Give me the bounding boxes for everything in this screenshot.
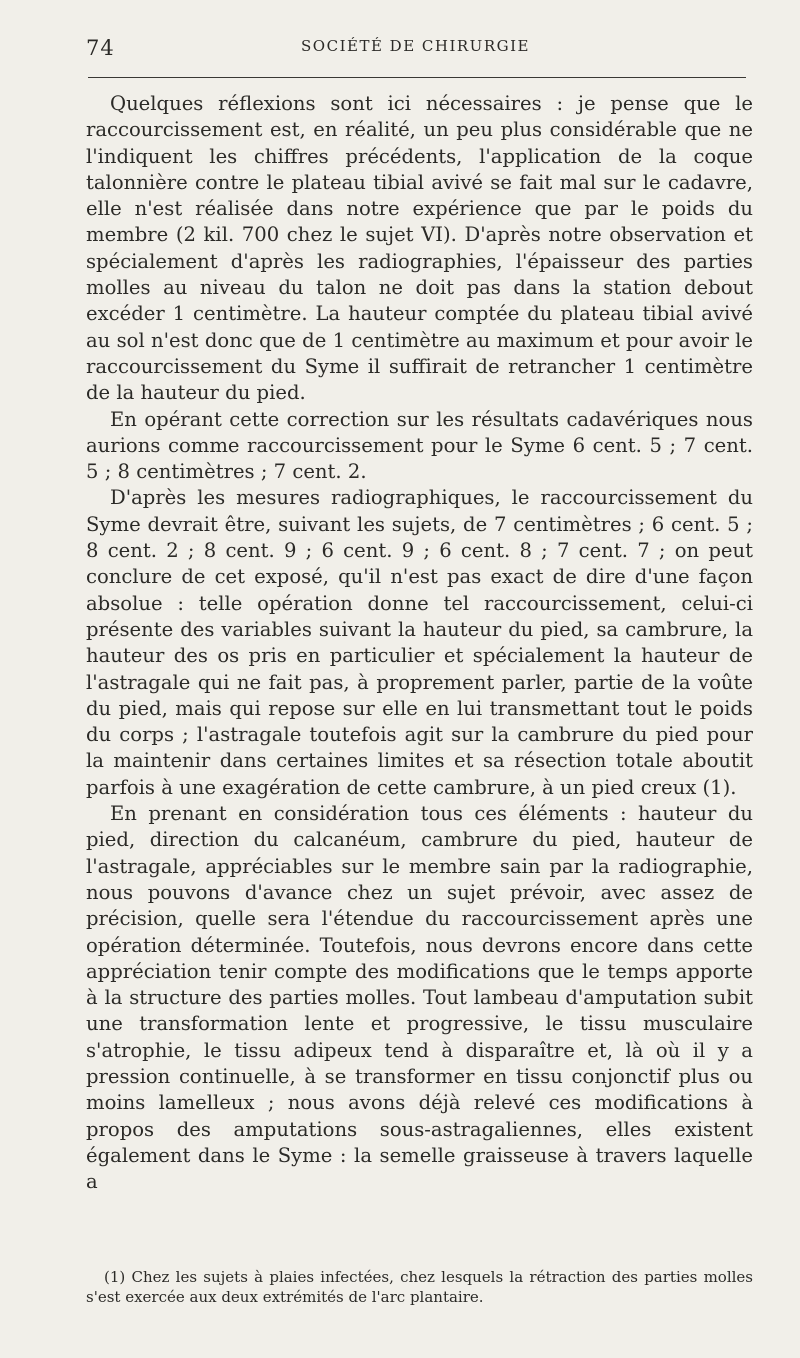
paragraph: En opérant cette correction sur les résultats cadavériques nous aurions comme raccourcissement pour le Syme 6 cent. 5 ; 7 cent. 5 ; 8 centimètres ; 7 cent. 2. (86, 407, 753, 484)
header-rule (88, 77, 746, 78)
page-number: 74 (86, 36, 115, 60)
footnote (86, 1267, 753, 1307)
running-head: SOCIÉTÉ DE CHIRURGIE (301, 37, 530, 55)
footnote-text: (1) Chez les sujets à plaies infectées, chez lesquels la rétraction des parties molles s'est exercée aux deux extrémités de l'arc plantaire. (86, 1268, 753, 1306)
body-text (86, 91, 753, 1195)
paragraph: Quelques réflexions sont ici nécessaires : je pense que le raccourcissement est, en réalité, un peu plus considérable que ne l'indiquent les chiffres précédents, l'application de la coque talonnière contre le plateau tibial avivé se fait mal sur le cadavre, elle n'est réalisée dans notre expérience que par le poids du membre (2 kil. 700 chez le sujet VI). D'après notre observation et spécialement d'après les radiographies, l'épaisseur des parties molles au niveau du talon ne doit pas dans la station debout excéder 1 centimètre. La hauteur comptée du plateau tibial avivé au sol n'est donc que de 1 centimètre au maximum et pour avoir le raccourcissement du Syme il suffirait de retrancher 1 centimètre de la hauteur du pied. (86, 92, 753, 405)
paragraph: D'après les mesures radiographiques, le raccourcissement du Syme devrait être, suivant les sujets, de 7 centimètres ; 6 cent. 5 ; 8 cent. 2 ; 8 cent. 9 ; 6 cent. 9 ; 6 cent. 8 ; 7 cent. 7 ; on peut conclure de cet exposé, qu'il n'est pas exact de dire d'une façon absolue : telle opération donne tel raccourcissement, celui-ci présente des variables suivant la hauteur du pied, sa cambrure, la hauteur des os pris en particulier et spécialement la hauteur de l'astragale qui ne fait pas, à proprement parler, partie de la voûte du pied, mais qui repose sur elle en lui transmettant tout le poids du corps ; l'astragale toutefois agit sur la cambrure du pied pour la maintenir dans certaines limites et sa résection totale aboutit parfois à une exagération de cette cambrure, à un pied creux (1). (86, 486, 753, 799)
page-header (86, 32, 745, 64)
paragraph: En prenant en considération tous ces éléments : hauteur du pied, direction du calcanéum, cambrure du pied, hauteur de l'astragale, appréciables sur le membre sain par la radiographie, nous pouvons d'avance chez un sujet prévoir, avec assez de précision, quelle sera l'étendue du raccourcissement après une opération déterminée. Toutefois, nous devrons encore dans cette appréciation tenir compte des modifications que le temps apporte à la structure des parties molles. Tout lambeau d'amputation subit une transformation lente et progressive, le tissu musculaire s'atrophie, le tissu adipeux tend à disparaître et, là où il y a pression continuelle, à se transformer en tissu conjonctif plus ou moins lamelleux ; nous avons déjà relevé ces modifications à propos des amputations sous-astragaliennes, elles existent également dans le Syme : la semelle graisseuse à travers laquelle a (86, 802, 753, 1194)
